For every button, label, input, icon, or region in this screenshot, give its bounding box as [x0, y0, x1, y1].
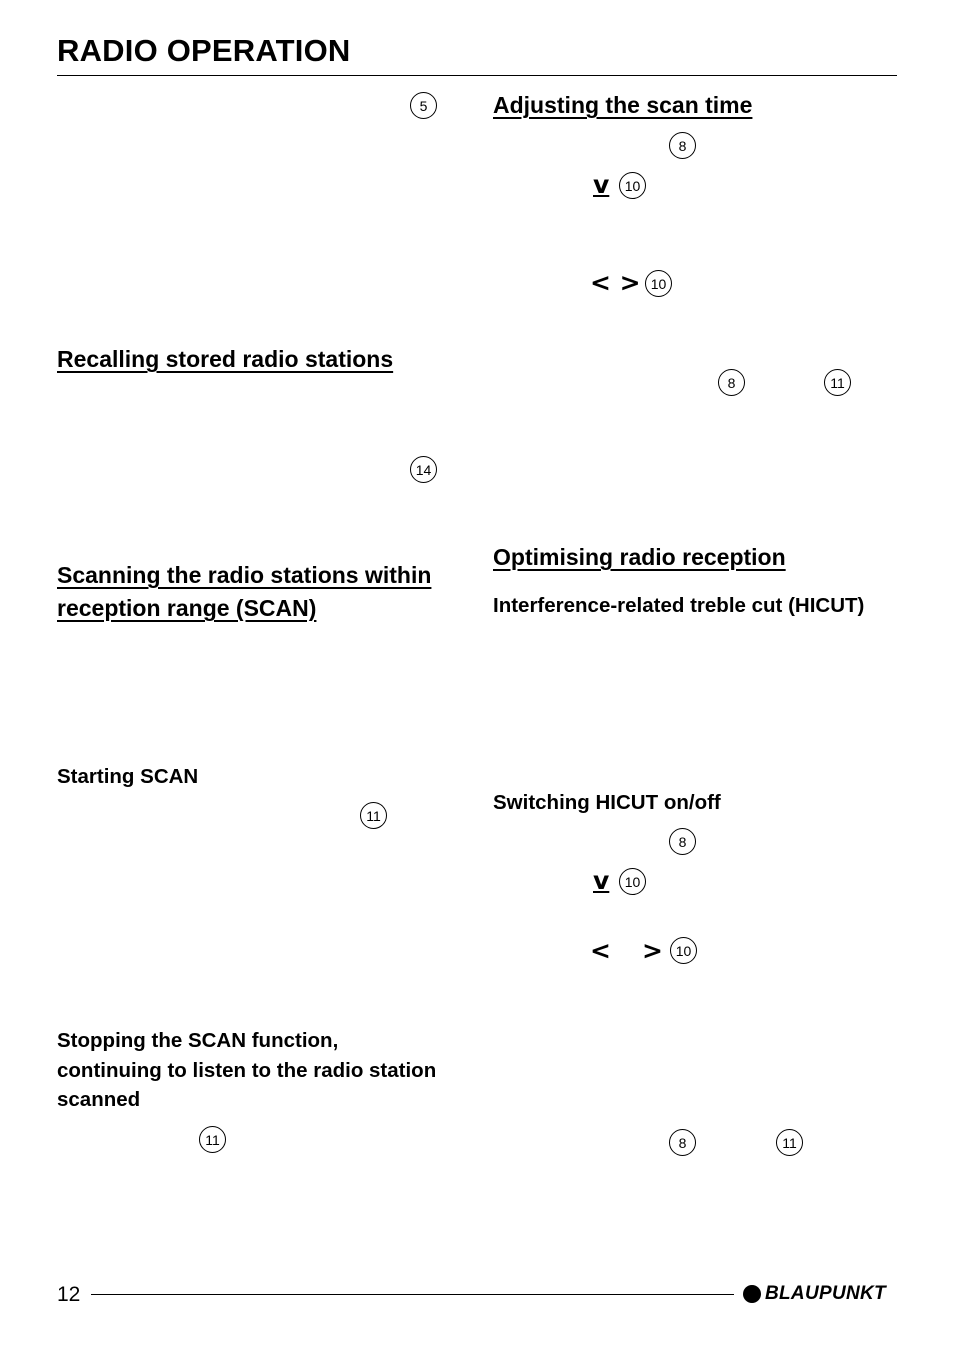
left-arrow-icon: <	[590, 936, 611, 965]
switching-hicut-subheading: Switching HICUT on/off	[493, 791, 721, 814]
starting-scan-subheading: Starting SCAN	[57, 765, 199, 788]
scan-heading: Scanning the radio stations within reception range (SCAN)	[57, 562, 432, 621]
brand-logo	[743, 1283, 886, 1305]
page-number: 12	[57, 1283, 81, 1306]
control-ref-10-lr: 10	[645, 270, 672, 297]
control-ref-5: 5	[410, 92, 437, 119]
control-ref-10-down: 10	[619, 172, 646, 199]
logo-dot-icon	[743, 1285, 761, 1303]
header-rule	[57, 75, 897, 76]
recall-heading: Recalling stored radio stations	[57, 346, 394, 372]
stopping-scan-subheading: Stopping the SCAN function, continuing to listen to the radio station scanned	[57, 1029, 437, 1111]
optimising-heading: Optimising radio reception	[493, 544, 786, 570]
right-arrow-icon: >	[642, 936, 663, 965]
control-ref-11-hicut-exit: 11	[776, 1129, 803, 1156]
hicut-subheading: Interference-related treble cut (HICUT)	[493, 594, 865, 617]
control-ref-10-hicut-lr: 10	[670, 937, 697, 964]
control-ref-11-exit: 11	[824, 369, 851, 396]
footer-rule	[91, 1294, 734, 1295]
control-ref-11-stop: 11	[199, 1126, 226, 1153]
control-ref-10-hicut-down: 10	[619, 868, 646, 895]
left-right-arrows-icon: < >	[590, 268, 641, 297]
control-ref-14: 14	[410, 456, 437, 483]
control-ref-8-hicut-exit: 8	[669, 1129, 696, 1156]
control-ref-11-start: 11	[360, 802, 387, 829]
control-ref-8-hicut: 8	[669, 828, 696, 855]
control-ref-8-exit: 8	[718, 369, 745, 396]
scan-time-heading: Adjusting the scan time	[493, 92, 753, 118]
control-ref-8-scan: 8	[669, 132, 696, 159]
down-arrow-icon: v	[593, 866, 610, 895]
brand-name: BLAUPUNKT	[765, 1283, 886, 1304]
page-title: RADIO OPERATION	[57, 33, 351, 68]
down-arrow-icon: v	[593, 170, 610, 199]
